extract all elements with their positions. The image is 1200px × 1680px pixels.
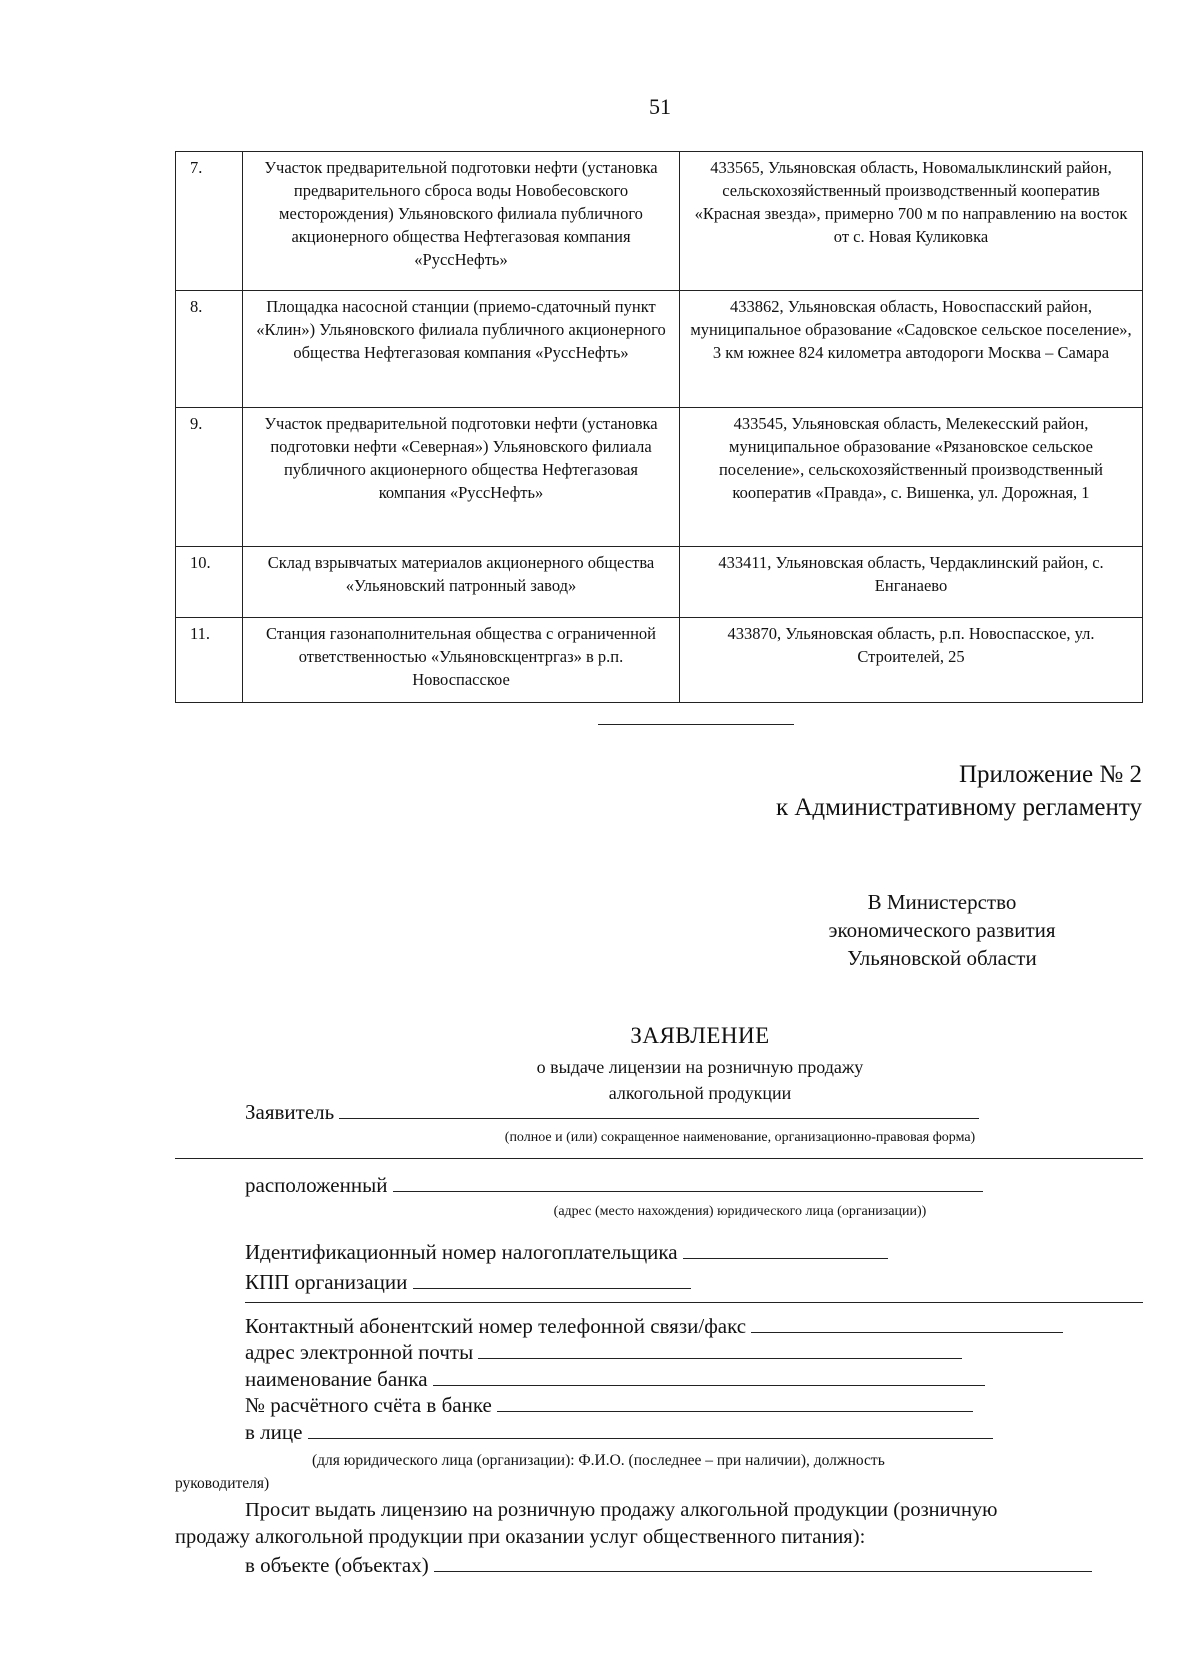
person-label: в лице <box>245 1420 303 1444</box>
phone-row <box>245 1312 1063 1340</box>
page-number: 51 <box>649 94 671 119</box>
person-hint-continued: руководителя) <box>175 1475 270 1492</box>
bank-label: наименование банка <box>245 1367 428 1391</box>
account-row <box>245 1391 973 1419</box>
object-address: 433870, Ульяновская область, р.п. Новоспасское, ул. Строителей, 25 <box>680 618 1143 703</box>
row-number: 9. <box>176 408 243 547</box>
addressee-line: Ульяновской области <box>847 946 1037 970</box>
inn-input-line[interactable] <box>683 1240 888 1259</box>
applicant-row <box>245 1098 979 1126</box>
object-address: 433411, Ульяновская область, Чердаклинский район, с. Енганаево <box>680 547 1143 618</box>
applicant-extra-line[interactable] <box>175 1158 1143 1159</box>
row-number: 10. <box>176 547 243 618</box>
object-name: Склад взрывчатых материалов акционерного общества «Ульяновский патронный завод» <box>243 547 680 618</box>
applicant-label: Заявитель <box>245 1100 335 1124</box>
row-number: 8. <box>176 291 243 408</box>
inn-row <box>245 1238 888 1266</box>
form-subtitle-line: о выдаче лицензии на розничную продажу <box>536 1057 864 1077</box>
row-number: 11. <box>176 618 243 703</box>
addressee-line: экономического развития <box>828 918 1056 942</box>
account-label: № расчётного счёта в банке <box>245 1393 492 1417</box>
appendix-subtitle: к Административному регламенту <box>775 794 1142 821</box>
person-row <box>245 1418 993 1446</box>
account-input-line[interactable] <box>497 1393 973 1412</box>
object-label: в объекте (объектах) <box>245 1553 429 1577</box>
kpp-row <box>245 1268 691 1296</box>
email-input-line[interactable] <box>478 1340 962 1359</box>
kpp-input-line[interactable] <box>413 1270 691 1289</box>
located-input-line[interactable] <box>393 1173 983 1192</box>
phone-input-line[interactable] <box>751 1314 1063 1333</box>
phone-label: Контактный абонентский номер телефонной связи/факс <box>245 1314 747 1338</box>
applicant-input-line[interactable] <box>339 1100 979 1119</box>
object-address: 433565, Ульяновская область, Новомалыклинский район, сельскохозяйственный производственный кооператив «Красная звезда», примерно 700 м по направлению на восток от с. Новая Куликовка <box>680 152 1143 291</box>
applicant-hint: (полное и (или) сокращенное наименование, организационно-правовая форма) <box>504 1130 976 1145</box>
bank-row <box>245 1365 985 1393</box>
objects-table <box>175 151 1143 703</box>
row-number: 7. <box>176 152 243 291</box>
table-row <box>176 547 1143 618</box>
table-row <box>176 618 1143 703</box>
appendix-number: Приложение № 2 <box>958 761 1142 788</box>
bank-input-line[interactable] <box>433 1367 985 1386</box>
located-row <box>245 1171 983 1199</box>
located-hint: (адрес (место нахождения) юридического лица (организации)) <box>553 1204 927 1219</box>
request-line: Просит выдать лицензию на розничную продажу алкогольной продукции (розничную <box>245 1499 998 1521</box>
object-address: 433545, Ульяновская область, Мелекесский район, муниципальное образование «Рязановское сельское поселение», сельскохозяйственный производственный кооператив «Правда», с. Вишенка, ул. Дорожная, 1 <box>680 408 1143 547</box>
kpp-extra-line[interactable] <box>245 1302 1143 1303</box>
section-divider <box>598 724 794 725</box>
object-row <box>245 1551 1092 1579</box>
object-name: Участок предварительной подготовки нефти (установка предварительного сброса воды Новобесовского месторождения) Ульяновского филиала публичного акционерного общества Нефтегазовая компания «РуссНефть» <box>243 152 680 291</box>
form-title: ЗАЯВЛЕНИЕ <box>630 1023 770 1048</box>
person-input-line[interactable] <box>308 1420 993 1439</box>
object-name: Участок предварительной подготовки нефти (установка подготовки нефти «Северная») Ульяновского филиала публичного акционерного общества Нефтегазовая компания «РуссНефть» <box>243 408 680 547</box>
table-row <box>176 152 1143 291</box>
kpp-label: КПП организации <box>245 1270 408 1294</box>
inn-label: Идентификационный номер налогоплательщика <box>245 1240 678 1264</box>
table-row <box>176 408 1143 547</box>
object-input-line[interactable] <box>434 1553 1092 1572</box>
form-subtitle-line: алкогольной продукции <box>608 1083 792 1103</box>
request-line: продажу алкогольной продукции при оказании услуг общественного питания): <box>175 1526 866 1548</box>
located-label: расположенный <box>245 1173 388 1197</box>
email-row <box>245 1338 962 1366</box>
object-address: 433862, Ульяновская область, Новоспасский район, муниципальное образование «Садовское сельское поселение», 3 км южнее 824 километра автодороги Москва – Самара <box>680 291 1143 408</box>
object-name: Площадка насосной станции (приемо-сдаточный пункт «Клин») Ульяновского филиала публичного акционерного общества Нефтегазовая компания «РуссНефть» <box>243 291 680 408</box>
person-hint: (для юридического лица (организации): Ф.И.О. (последнее – при наличии), должность <box>312 1452 885 1469</box>
addressee-line: В Министерство <box>867 890 1017 914</box>
object-name: Станция газонаполнительная общества с ограниченной ответственностью «Ульяновскцентргаз» в р.п. Новоспасское <box>243 618 680 703</box>
email-label: адрес электронной почты <box>245 1340 474 1364</box>
table-row <box>176 291 1143 408</box>
addressee-block <box>692 888 1192 972</box>
